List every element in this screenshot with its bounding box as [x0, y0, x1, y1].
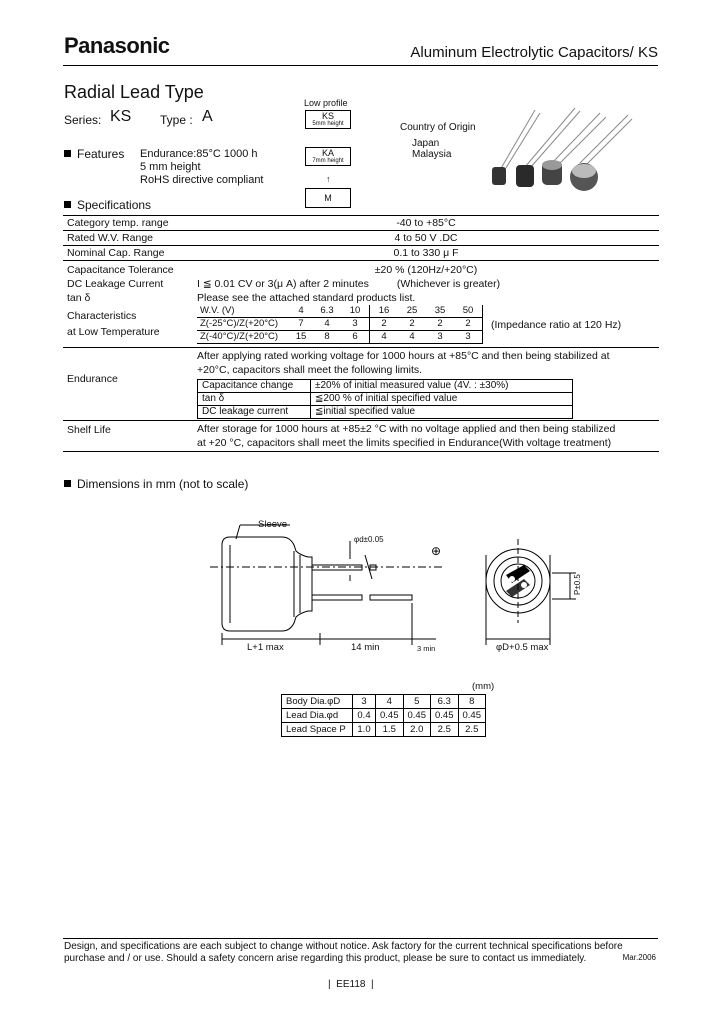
footer-notice: Design, and specifications are each subject to change without notice. Ask factory for the current technical specifications before purchase and / or use. Should a safety concern arise regarding this product, please be sure to contact us immediately.	[64, 941, 623, 964]
features-heading: Features	[64, 147, 124, 161]
specifications-table	[63, 216, 659, 452]
page-title: Radial Lead Type	[64, 82, 204, 102]
profile-box-ka: KA 7mm height	[305, 147, 351, 166]
pitch-label: P±0.5	[573, 574, 582, 595]
features-list: Endurance:85°C 1000 h 5 mm height RoHS directive compliant	[140, 148, 264, 186]
dimensions-heading: Dimensions in mm (not to scale)	[64, 477, 248, 491]
bullet-square-icon	[64, 150, 71, 157]
dimension-drawing	[200, 515, 600, 660]
footer-rule	[63, 938, 658, 939]
table-row: Lead Dia.φd 0.4 0.45 0.45 0.45 0.45	[282, 709, 486, 723]
spec-row-low-temp: Characteristics at Low Temperature W.V. (V) 4 6.3 10 16 25 35 50 Z(-25°C)/Z(+20°C) 7 4 3 2 2 2 2 Z(-40°C)/Z(+20°C) 15 8 6 4 4 3 3 (Impedance ratio at 120 Hz)	[63, 305, 659, 348]
table-row: Body Dia.φD 3 4 5 6.3 8	[282, 695, 486, 709]
spec-row-nominal-cap: Nominal Cap. Range 0.1 to 330 μ F	[63, 246, 659, 261]
type-label: Type :	[160, 113, 193, 127]
length-label: L+1 max	[247, 642, 284, 653]
page-number: | EE118 |	[328, 979, 374, 990]
lead-length-label: 14 min	[351, 642, 380, 653]
country-of-origin: Country of Origin Japan Malaysia	[400, 122, 476, 160]
footer-date: Mar.2006	[622, 953, 656, 962]
svg-text:⊕: ⊕	[430, 544, 442, 558]
spec-row-rated-wv: Rated W.V. Range 4 to 50 V .DC	[63, 231, 659, 246]
spec-row-cap-tolerance: Capacitance Tolerance ±20 % (120Hz/+20°C)	[67, 264, 478, 276]
sleeve-label: Sleeve	[258, 519, 288, 530]
series-value: KS	[110, 108, 132, 125]
brand-logo: Panasonic	[64, 33, 170, 58]
profile-box-m: M	[305, 188, 351, 208]
bullet-square-icon	[64, 201, 71, 208]
spec-row-endurance: Endurance After applying rated working voltage for 1000 hours at +85°C and then being stabilized at +20°C, capacitors shall meet the following limits. Capacitance change ±20% of initial measured value (4V. : ±30%) tan δ ≦200 % of initial specified value DC leakage current ≦initial specified value	[63, 348, 659, 421]
spec-row-shelf-life: Shelf Life After storage for 1000 hours at +85±2 °C with no voltage applied and then being stabilized at +20 °C, capacitors shall meet the limits specified in Endurance(With voltage treatment)	[63, 421, 659, 452]
series-label: Series:	[64, 113, 102, 127]
spec-row-category-temp: Category temp. range -40 to +85°C	[63, 216, 659, 231]
arrow-up-icon: ↑	[326, 174, 331, 184]
bullet-square-icon	[64, 480, 71, 487]
spec-row-dc-leakage: DC Leakage Current I ≦ 0.01 CV or 3(μ A) after 2 minutes (Whichever is greater)	[67, 278, 501, 290]
document-title: Aluminum Electrolytic Capacitors/ KS	[410, 44, 658, 61]
unit-label: (mm)	[472, 681, 495, 692]
low-profile-label: Low profile	[304, 98, 348, 108]
impedance-note: (Impedance ratio at 120 Hz)	[491, 318, 622, 331]
spec-row-tan-delta: tan δ Please see the attached standard products list.	[67, 292, 416, 304]
table-row: Lead Space P 1.0 1.5 2.0 2.5 2.5	[282, 723, 486, 737]
header-rule	[63, 65, 658, 66]
lead-dia-label: φd±0.05	[354, 535, 384, 544]
endurance-limits-table: Capacitance change ±20% of initial measured value (4V. : ±30%) tan δ ≦200 % of initial specified value DC leakage current ≦initial specified value	[197, 379, 573, 419]
type-value: A	[202, 108, 213, 125]
profile-box-ks: KS 5mm height	[305, 110, 351, 129]
dimension-table	[281, 694, 486, 737]
specifications-heading: Specifications	[64, 198, 151, 212]
low-temp-table: W.V. (V) 4 6.3 10 16 25 35 50 Z(-25°C)/Z(+20°C) 7 4 3 2 2 2 2 Z(-40°C)/Z(+20°C) 15 8 6 4 4 3 3	[197, 305, 483, 344]
cut-length-label: 3 min	[417, 644, 436, 653]
diameter-label: φD+0.5 max	[496, 642, 549, 653]
product-photo	[480, 105, 640, 200]
